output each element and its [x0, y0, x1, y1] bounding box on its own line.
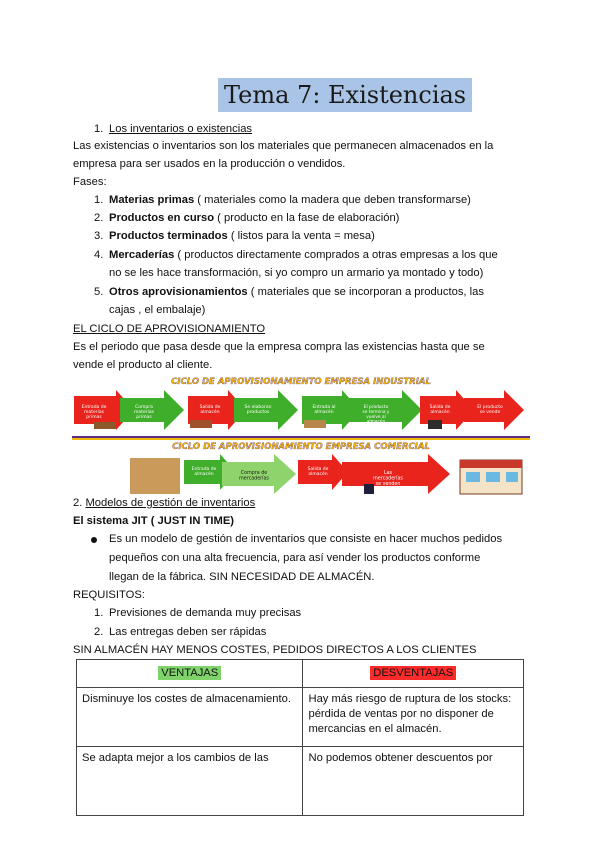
jit-line1: Es un modelo de gestión de inventarios que consiste en hacer muchos pedidos — [109, 533, 503, 545]
industrial-step-3-label: Salida de almacén — [199, 405, 221, 416]
ciclo-paragraph-line1: Es el periodo que pasa desde que la empresa compra las existencias hasta que se — [73, 341, 485, 353]
section2-heading-line — [73, 496, 255, 510]
ciclo-heading: EL CICLO DE APROVISIONAMIENTO — [73, 323, 266, 335]
fase-item — [109, 211, 399, 225]
industrial-step-1-label: Entrada de materias primas — [81, 405, 107, 421]
cashier-image — [428, 420, 442, 429]
section2-heading: Modelos de gestión de inventarios — [85, 497, 256, 509]
requisito-item: Las entregas deben ser rápidas — [109, 626, 267, 638]
industrial-step-8 — [464, 390, 524, 430]
fase-item — [109, 248, 498, 262]
fase-number: 2. — [94, 212, 104, 224]
seller-image — [364, 484, 374, 494]
industrial-step-2 — [120, 390, 184, 430]
comercial-step-4-label: Las mercaderías se venden — [373, 471, 403, 487]
fase-number: 3. — [94, 230, 104, 242]
fase-number: 4. — [94, 249, 104, 261]
comercial-cycle-title: CICLO DE APROVISIONAMIENTO EMPRESA COMERCIAL — [172, 442, 430, 452]
requisitos-label: REQUISITOS: — [73, 589, 145, 601]
industrial-step-6-label: El producto se termina y vuelve al almacén — [362, 405, 390, 425]
sin-almacen-note: SIN ALMACÉN HAY MENOS COSTES, PEDIDOS DIRECTOS A LOS CLIENTES — [73, 644, 477, 656]
divider — [72, 436, 530, 438]
comercial-step-2 — [222, 454, 296, 494]
requisito-item: Previsiones de demanda muy precisas — [109, 607, 302, 619]
table-row — [77, 747, 524, 816]
fase-item-continuation: no se les hace transformación, si yo compro un armario ya montado y todo) — [109, 267, 484, 279]
fase-number: 1. — [94, 194, 104, 206]
fase-item-continuation: cajas , el embalaje) — [109, 304, 206, 316]
jit-title: El sistema JIT ( JUST IN TIME) — [73, 515, 235, 527]
fase-term: Materias primas — [109, 194, 195, 206]
fase-desc: ( productos directamente comprados a otras empresas a los que — [174, 249, 498, 261]
comercial-step-4 — [342, 454, 450, 494]
table-header-desventajas — [303, 660, 524, 688]
fase-desc: ( listos para la venta = mesa) — [227, 230, 375, 242]
industrial-step-7-label: Salida de almacén — [429, 405, 451, 416]
fase-item — [109, 229, 375, 243]
furniture-image — [304, 420, 326, 428]
fases-label: Fases: — [73, 176, 107, 188]
requisito-number: 2. — [94, 626, 104, 638]
store-image — [460, 460, 522, 494]
tools-image — [190, 420, 212, 428]
industrial-step-6 — [348, 390, 422, 430]
industrial-step-8-label: El producto se vende — [477, 405, 503, 416]
bullet-icon — [91, 537, 97, 543]
industrial-cycle-title: CICLO DE APROVISIONAMIENTO EMPRESA INDUSTRIAL — [171, 377, 431, 387]
industrial-step-4 — [234, 390, 298, 430]
section1-paragraph-line2: empresa para ser usados en la producción o vendidos. — [73, 158, 346, 170]
desventajas-label: DESVENTAJAS — [370, 666, 456, 680]
fase-term: Otros aprovisionamientos — [109, 286, 248, 298]
fase-desc: ( materiales como la madera que deben transformarse) — [194, 194, 471, 206]
fase-desc: ( materiales que se incorporan a productos, las — [247, 286, 484, 298]
ventajas-label: VENTAJAS — [158, 666, 221, 680]
table-row — [77, 688, 524, 747]
comercial-step-3 — [298, 454, 348, 490]
divider — [72, 438, 530, 440]
comercial-step-2-label: Compra de mercaderías — [239, 471, 269, 482]
comercial-step-3-label: Salida de almacén — [307, 467, 329, 478]
section1-number: 1. — [94, 123, 104, 135]
fase-item — [109, 193, 471, 207]
boxes-image — [130, 458, 180, 494]
table-header-ventajas — [77, 660, 303, 688]
section1-paragraph-line1: Las existencias o inventarios son los materiales que permanecen almacenados en la — [73, 140, 494, 152]
requisito-number: 1. — [94, 607, 104, 619]
table-cell: No podemos obtener descuentos por — [303, 747, 524, 816]
jit-line2: pequeños con una alta frecuencia, para así vender los productos conforme — [109, 552, 481, 564]
industrial-step-4-label: Se elaboran productos — [244, 405, 272, 416]
section2-number: 2. — [73, 497, 83, 509]
table-cell: Disminuye los costes de almacenamiento. — [77, 688, 303, 747]
table-cell: Hay más riesgo de ruptura de los stocks: pérdida de ventas por no disponer de mercancias en el almacén. — [303, 688, 524, 747]
fase-term: Mercaderías — [109, 249, 175, 261]
comercial-step-1-label: Entrada de almacén — [191, 467, 217, 478]
table-header-row — [77, 660, 524, 688]
jit-line3: llegan de la fábrica. SIN NECESIDAD DE ALMACÉN. — [109, 571, 375, 583]
section1-heading: Los inventarios o existencias — [109, 123, 253, 135]
industrial-step-2-label: Compra materias primas — [134, 405, 154, 421]
wood-image — [94, 422, 116, 429]
page-title: Tema 7: Existencias — [218, 78, 472, 112]
fase-term: Productos en curso — [109, 212, 215, 224]
ciclo-paragraph-line2: vende el producto al cliente. — [73, 359, 213, 371]
fase-term: Productos terminados — [109, 230, 228, 242]
industrial-step-5-label: Entrada al almacén — [312, 405, 336, 416]
table-cell: Se adapta mejor a los cambios de las — [77, 747, 303, 816]
fase-number: 5. — [94, 286, 104, 298]
fase-item — [109, 285, 484, 299]
ventajas-desventajas-table — [76, 659, 524, 816]
fase-desc: ( producto en la fase de elaboración) — [214, 212, 400, 224]
supply-cycle-diagram — [72, 374, 530, 502]
